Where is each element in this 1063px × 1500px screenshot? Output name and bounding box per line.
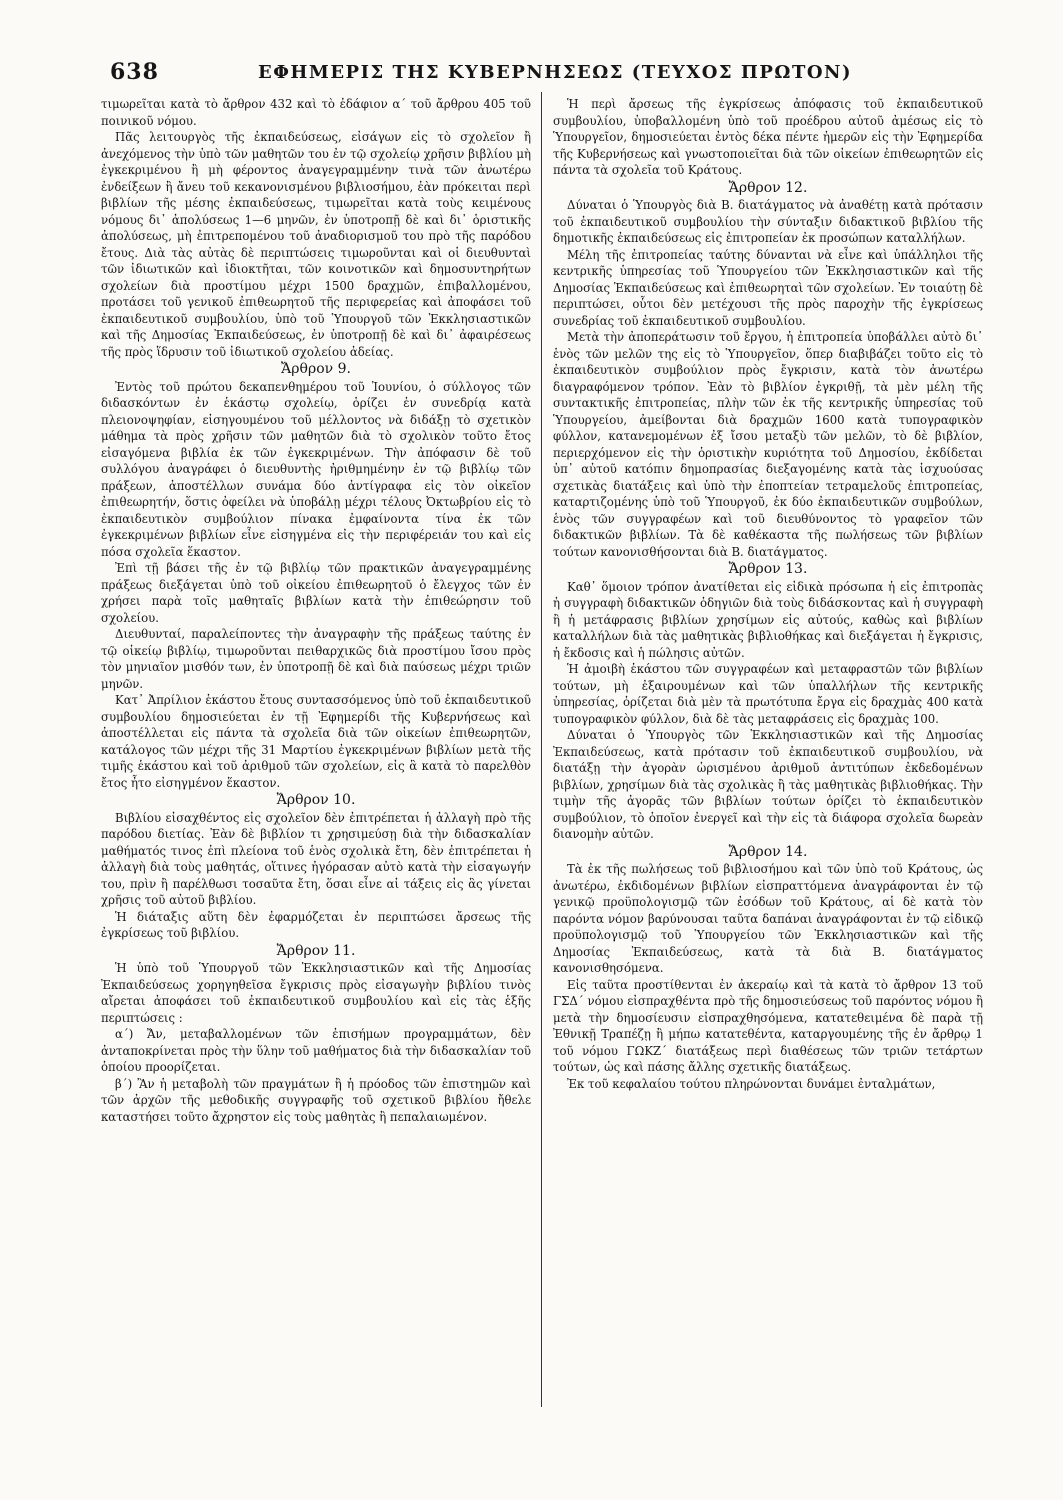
paragraph: Ἐντὸς τοῦ πρώτου δεκαπενθημέρου τοῦ Ἰουνίου, ὁ σύλλογος τῶν διδασκόντων ἐν ἑκάστῳ σχολείῳ, ὁρίζει ἐν συνεδρίᾳ κατὰ πλειονοψηφίαν, εἰσηγουμένου τοῦ μέλλοντος νὰ διδάξῃ τὸ σχετικὸν μάθημα τὰ πρὸς χρῆσιν τῶν μαθητῶν διὰ τὸ σχολικὸν τοῦτο ἔτος εἰσαγόμενα βιβλία ἐκ τῶν ἐγκεκριμένων. Τὴν ἀπόφασιν δὲ τοῦ συλλόγου ἀναγράφει ὁ διευθυντὴς ἠριθμημένην ἐν τῷ βιβλίῳ τῶν πράξεων, ἀποστέλλων συνάμα δύο ἀντίγραφα εἰς τὸν οἰκεῖον ἐπιθεωρητήν, ὅστις ὀφείλει νὰ ὑποβάλῃ μέχρι τέλους Ὀκτωβρίου εἰς τὸ ἐκπαιδευτικὸν συμβούλιον πίνακα ἐμφαίνοντα τίνα ἐκ τῶν ἐγκεκριμένων βιβλίων εἶνε εἰσηγμένα εἰς τὴν περιφέρειάν του καὶ εἰς πόσα σχολεῖα ἕκαστον.: [101, 379, 531, 559]
paragraph: Ἐπὶ τῇ βάσει τῆς ἐν τῷ βιβλίῳ τῶν πρακτικῶν ἀναγεγραμμένης πράξεως διεξάγεται ὑπὸ τοῦ οἰκείου ἐπιθεωρητοῦ ὁ ἔλεγχος τῶν ἐν χρήσει παρὰ τοῖς μαθηταῖς βιβλίων κατὰ τὴν ἐπιθεώρησιν τοῦ σχολείου.: [101, 561, 531, 625]
paragraph: Δύναται ὁ Ὑπουργὸς διὰ Β. διατάγματος νὰ ἀναθέτῃ κατὰ πρότασιν τοῦ ἐκπαιδευτικοῦ συμβουλίου τὴν σύνταξιν διδακτικοῦ βιβλίου τῆς δημοτικῆς ἐκπαιδεύσεως εἰς ἐπιτροπείαν ἐκ προσώπων καταλλήλων.: [553, 198, 983, 245]
column-divider: [541, 92, 542, 1407]
article-heading-10: Ἄρθρον 10.: [276, 792, 356, 808]
running-title: ΕΦΗΜΕΡΙΣ ΤΗΣ ΚΥΒΕΡΝΗΣΕΩΣ (ΤΕΥΧΟΣ ΠΡΩΤΟΝ): [258, 61, 852, 83]
paragraph: Ἡ περὶ ἄρσεως τῆς ἐγκρίσεως ἀπόφασις τοῦ ἐκπαιδευτικοῦ συμβουλίου, ὑποβαλλομένη ὑπὸ τοῦ προέδρου αὐτοῦ ἀμέσως εἰς τὸ Ὑπουργεῖον, δημοσιεύεται ἐντὸς δέκα πέντε ἡμερῶν εἰς τὴν Ἐφημερίδα τῆς Κυβερνήσεως καὶ γνωστοποιεῖται διὰ τῶν οἰκείων ἐπιθεωρητῶν εἰς πάντα τὰ σχολεῖα τοῦ Κράτους.: [553, 97, 983, 177]
paragraph: Ἡ ἀμοιβὴ ἑκάστου τῶν συγγραφέων καὶ μεταφραστῶν τῶν βιβλίων τούτων, μὴ ἐξαιρουμένων καὶ τῶν ὑπαλλήλων τῆς κεντρικῆς ὑπηρεσίας, ὁρίζεται διὰ μὲν τὰ πρωτότυπα ἔργα εἰς δραχμὰς 400 κατὰ τυπογραφικὸν φύλλον, διὰ δὲ τὰς μεταφράσεις εἰς δραχμὰς 100.: [553, 662, 983, 726]
paragraph: Εἰς ταῦτα προστίθενται ἐν ἀκεραίῳ καὶ τὰ κατὰ τὸ ἄρθρον 13 τοῦ ΓΣΔ΄ νόμου εἰσπραχθέντα πρὸ τῆς δημοσιεύσεως τοῦ παρόντος νόμου ἢ μετὰ τὴν δημοσίευσιν εἰσπραχθησόμενα, κατατεθειμένα δὲ παρὰ τῇ Ἐθνικῇ Τραπέζῃ ἢ μήπω κατατεθέντα, καταργουμένης τῆς ἐν ἄρθρῳ 1 τοῦ νόμου ΓΩΚΖ΄ διατάξεως περὶ διαθέσεως τῶν τριῶν τετάρτων τούτων, ὡς καὶ πάσης ἄλλης σχετικῆς διατάξεως.: [553, 977, 983, 1074]
paragraph: Μετὰ τὴν ἀποπεράτωσιν τοῦ ἔργου, ἡ ἐπιτροπεία ὑποβάλλει αὐτὸ δι᾽ ἑνὸς τῶν μελῶν της εἰς τὸ Ὑπουργεῖον, ὅπερ διαβιβάζει τοῦτο εἰς τὸ ἐκπαιδευτικὸν συμβούλιον πρὸς ἔγκρισιν, κατὰ τὸν ἀνωτέρω διαγραφόμενον τρόπον. Ἐὰν τὸ βιβλίον ἐγκριθῇ, τὰ μὲν μέλη τῆς συντακτικῆς ἐπιτροπείας, πλὴν τῶν ἐκ τῆς κεντρικῆς ὑπηρεσίας τοῦ Ὑπουργείου, ἀμείβονται διὰ δραχμῶν 1600 κατὰ τυπογραφικὸν φύλλον, κατανεμομένων ἐξ ἴσου μεταξὺ τῶν μελῶν, τὸ δὲ βιβλίον, περιερχόμενον εἰς τὴν ὁριστικὴν κυριότητα τοῦ Δημοσίου, ἐκδίδεται ὑπ᾽ αὐτοῦ κατόπιν δημοπρασίας διεξαγομένης κατὰ τὰς ἰσχυούσας σχετικὰς διατάξεις καὶ ὑπὸ τὴν ἐποπτείαν τετραμελοῦς ἐπιτροπείας, καταρτιζομένης ὑπὸ τοῦ Ὑπουργοῦ, ἐκ δύο ἐκπαιδευτικῶν συμβούλων, ἑνὸς τῶν συγγραφέων καὶ τοῦ διευθύνοντος τὸ γραφεῖον τῶν διδακτικῶν βιβλίων. Τὰ δὲ καθέκαστα τῆς πωλήσεως τῶν βιβλίων τούτων κανονισθήσονται διὰ Β. διατάγματος.: [553, 330, 983, 559]
page-number: 638: [110, 59, 159, 85]
right-column: [553, 96, 983, 1446]
paragraph: Μέλη τῆς ἐπιτροπείας ταύτης δύνανται νὰ εἶνε καὶ ὑπάλληλοι τῆς κεντρικῆς ὑπηρεσίας τοῦ Ὑπουργείου τῶν Ἐκκλησιαστικῶν καὶ τῆς Δημοσίας Ἐκπαιδεύσεως καὶ ἐπιθεωρηταὶ τῶν σχολείων. Ἐν τοιαύτῃ δὲ περιπτώσει, οὗτοι δὲν μετέχουσι τῆς πρὸς παροχὴν τῆς ἐγκρίσεως συνεδρίας τοῦ ἐκπαιδευτικοῦ συμβουλίου.: [553, 247, 983, 328]
paragraph: Ἐκ τοῦ κεφαλαίου τούτου πληρώνονται δυνάμει ἐνταλμάτων,: [567, 1076, 936, 1091]
paragraph: Πᾶς λειτουργὸς τῆς ἐκπαιδεύσεως, εἰσάγων εἰς τὸ σχολεῖον ἢ ἀνεχόμενος τὴν ὑπὸ τῶν μαθητῶν του ἐν τῷ σχολείῳ χρῆσιν βιβλίου μὴ ἐγκεκριμένου ἢ μὴ φέροντος ἀναγεγραμμένην τινὰ τῶν ἀνωτέρω ἐνδείξεων ἢ ἄνευ τοῦ κεκανονισμένου βιβλιοσήμου, ἐὰν πρόκειται περὶ βιβλίων τῆς μέσης ἐκπαιδεύσεως, τιμωρεῖται κατὰ τοὺς κειμένους νόμους δι᾽ ἀπολύσεως 1—6 μηνῶν, ἐν ὑποτροπῇ δὲ καὶ δι᾽ ὁριστικῆς ἀπολύσεως, μὴ ἐπιτρεπομένου τοῦ ἀναδιορισμοῦ του πρὸ τῆς παρόδου ἔτους. Διὰ τὰς αὐτὰς δὲ περιπτώσεις τιμωροῦνται καὶ οἱ διευθυνταὶ τῶν ἰδιωτικῶν καὶ ἰδιοκτῆται, τῶν κοινοτικῶν καὶ δημοσυντηρήτων σχολείων διὰ προστίμου μέχρι 1500 δραχμῶν, ἐπιβαλλομένου, προτάσει τοῦ γενικοῦ ἐπιθεωρητοῦ τῆς περιφερείας καὶ ἀποφάσει τοῦ ἐκπαιδευτικοῦ συμβουλίου, ὑπὸ τοῦ Ὑπουργοῦ τῶν Ἐκκλησιαστικῶν καὶ τῆς Δημοσίας Ἐκπαιδεύσεως, ἐν ὑποτροπῇ δὲ καὶ δι᾽ ἀφαιρέσεως τῆς πρὸς ἵδρυσιν τοῦ ἰδιωτικοῦ σχολείου ἀδείας.: [101, 130, 531, 359]
paragraph: Κατ᾽ Ἀπρίλιον ἑκάστου ἔτους συντασσόμενος ὑπὸ τοῦ ἐκπαιδευτικοῦ συμβουλίου δημοσιεύεται ἐν τῇ Ἐφημερίδι τῆς Κυβερνήσεως καὶ ἀποστέλλεται εἰς πάντα τὰ σχολεῖα διὰ τῶν οἰκείων ἐπιθεωρητῶν, κατάλογος τῶν μέχρι τῆς 31 Μαρτίου ἐγκεκριμένων βιβλίων μετὰ τῆς τιμῆς ἑκάστου καὶ τοῦ ἀριθμοῦ τῶν σχολείων, εἰς ἃ κατὰ τὸ παρελθὸν ἔτος ἦτο εἰσηγμένον ἕκαστον.: [101, 693, 531, 790]
article-heading-14: Ἄρθρον 14.: [728, 843, 808, 860]
paragraph: Τὰ ἐκ τῆς πωλήσεως τοῦ βιβλιοσήμου καὶ τῶν ὑπὸ τοῦ Κράτους, ὡς ἀνωτέρω, ἐκδιδομένων βιβλίων εἰσπραττόμενα ἀναγράφονται ἐν τῷ γενικῷ προϋπολογισμῷ τῶν ἐσόδων τοῦ Κράτους, αἱ δὲ κατὰ τὸν παρόντα νόμον βαρύνουσαι ταῦτα δαπάναι ἀναγράφονται ἐν τῷ εἰδικῷ προϋπολογισμῷ τοῦ Ὑπουργείου τῶν Ἐκκλησιαστικῶν καὶ τῆς Δημοσίας Ἐκπαιδεύσεως, κατὰ τὰ διὰ Β. διατάγματος κανονισθησόμενα.: [553, 862, 983, 975]
article-heading-11: Ἄρθρον 11.: [276, 942, 356, 959]
paragraph: Καθ᾽ ὅμοιον τρόπον ἀνατίθεται εἰς εἰδικὰ πρόσωπα ἡ εἰς ἐπιτροπὰς ἡ συγγραφὴ διδακτικῶν ὁδηγιῶν διὰ τοὺς διδάσκοντας καὶ ἡ συγγραφὴ ἢ ἡ μετάφρασις βιβλίων χρησίμων εἰς αὐτούς, καθὼς καὶ βιβλίων καταλλήλων διὰ τὰς μαθητικὰς βιβλιοθήκας καὶ διεξάγεται ἡ ἔγκρισις, ἡ ἔκδοσις καὶ ἡ πώλησις αὐτῶν.: [553, 579, 983, 660]
paragraph: Βιβλίου εἰσαχθέντος εἰς σχολεῖον δὲν ἐπιτρέπεται ἡ ἀλλαγὴ πρὸ τῆς παρόδου διετίας. Ἐὰν δὲ βιβλίον τι χρησιμεύσῃ διὰ τὴν διδασκαλίαν μαθήματός τινος ἐπὶ πλείονα τοῦ ἑνὸς σχολικὰ ἔτη, δὲν ἐπιτρέπεται ἡ ἀλλαγὴ διὰ τοὺς μαθητάς, οἵτινες ἠγόρασαν αὐτὸ κατὰ τὴν εἰσαγωγήν του, πρὶν ἢ παρέλθωσι τοσαῦτα ἔτη, ὅσαι εἶνε αἱ τάξεις εἰς ἃς γίνεται χρῆσις τοῦ αὐτοῦ βιβλίου.: [101, 810, 531, 907]
paragraph: Ἡ ὑπὸ τοῦ Ὑπουργοῦ τῶν Ἐκκλησιαστικῶν καὶ τῆς Δημοσίας Ἐκπαιδεύσεως χορηγηθεῖσα ἔγκρισις πρὸς εἰσαγωγὴν βιβλίου τινὸς αἴρεται ἀποφάσει τοῦ ἐκπαιδευτικοῦ συμβουλίου καὶ εἰς τὰς ἑξῆς περιπτώσεις :: [101, 961, 531, 1025]
list-item: β΄) Ἂν ἡ μεταβολὴ τῶν πραγμάτων ἢ ἡ πρόοδος τῶν ἐπιστημῶν καὶ τῶν ἀρχῶν τῆς μεθοδικῆς συγγραφῆς τοῦ σχετικοῦ βιβλίου ἤθελε καταστήσει τοῦτο ἄχρηστον εἰς τοὺς μαθητὰς ἢ πεπαλαιωμένον.: [101, 1076, 531, 1124]
article-heading-9: Ἄρθρον 9.: [281, 361, 351, 377]
article-heading-13: Ἄρθρον 13.: [728, 561, 808, 577]
article-heading-12: Ἄρθρον 12.: [728, 179, 808, 196]
list-item: α΄) Ἄν, μεταβαλλομένων τῶν ἐπισήμων προγραμμάτων, δὲν ἀνταποκρίνεται πρὸς τὴν ὕλην τοῦ μαθήματος διὰ τὴν διδασκαλίαν τοῦ ὁποίου προορίζεται.: [101, 1027, 531, 1074]
paragraph: Διευθυνταί, παραλείποντες τὴν ἀναγραφὴν τῆς πράξεως ταύτης ἐν τῷ οἰκείῳ βιβλίῳ, τιμωροῦνται πειθαρχικῶς διὰ προστίμου ἴσου πρὸς τὸν μηνιαῖον μισθόν των, ἐν ὑποτροπῇ δὲ καὶ διὰ παύσεως μέχρι τριῶν μηνῶν.: [101, 627, 531, 691]
paragraph: Ἡ διάταξις αὕτη δὲν ἐφαρμόζεται ἐν περιπτώσει ἄρσεως τῆς ἐγκρίσεως τοῦ βιβλίου.: [101, 909, 531, 940]
left-column: [101, 96, 531, 1446]
page-header: [110, 56, 970, 88]
paragraph: Δύναται ὁ Ὑπουργὸς τῶν Ἐκκλησιαστικῶν καὶ τῆς Δημοσίας Ἐκπαιδεύσεως, κατὰ πρότασιν τοῦ ἐκπαιδευτικοῦ συμβουλίου, νὰ διατάξῃ τὴν ἀγορὰν ὡρισμένου ἀριθμοῦ ἀντιτύπων ἐκδεδομένων βιβλίων, χρησίμων διὰ τὰς σχολικὰς ἢ τὰς μαθητικὰς βιβλιοθήκας. Τὴν τιμὴν τῆς ἀγορᾶς τῶν βιβλίων τούτων ὁρίζει τὸ ἐκπαιδευτικὸν συμβούλιον, τὸ ὁποῖον ἐνεργεῖ καὶ τὴν εἰς τὰ διάφορα σχολεῖα δωρεὰν διανομὴν αὐτῶν.: [553, 728, 983, 841]
paragraph: τιμωρεῖται κατὰ τὸ ἄρθρον 432 καὶ τὸ ἐδάφιον α΄ τοῦ ἄρθρου 405 τοῦ ποινικοῦ νόμου.: [101, 97, 531, 128]
